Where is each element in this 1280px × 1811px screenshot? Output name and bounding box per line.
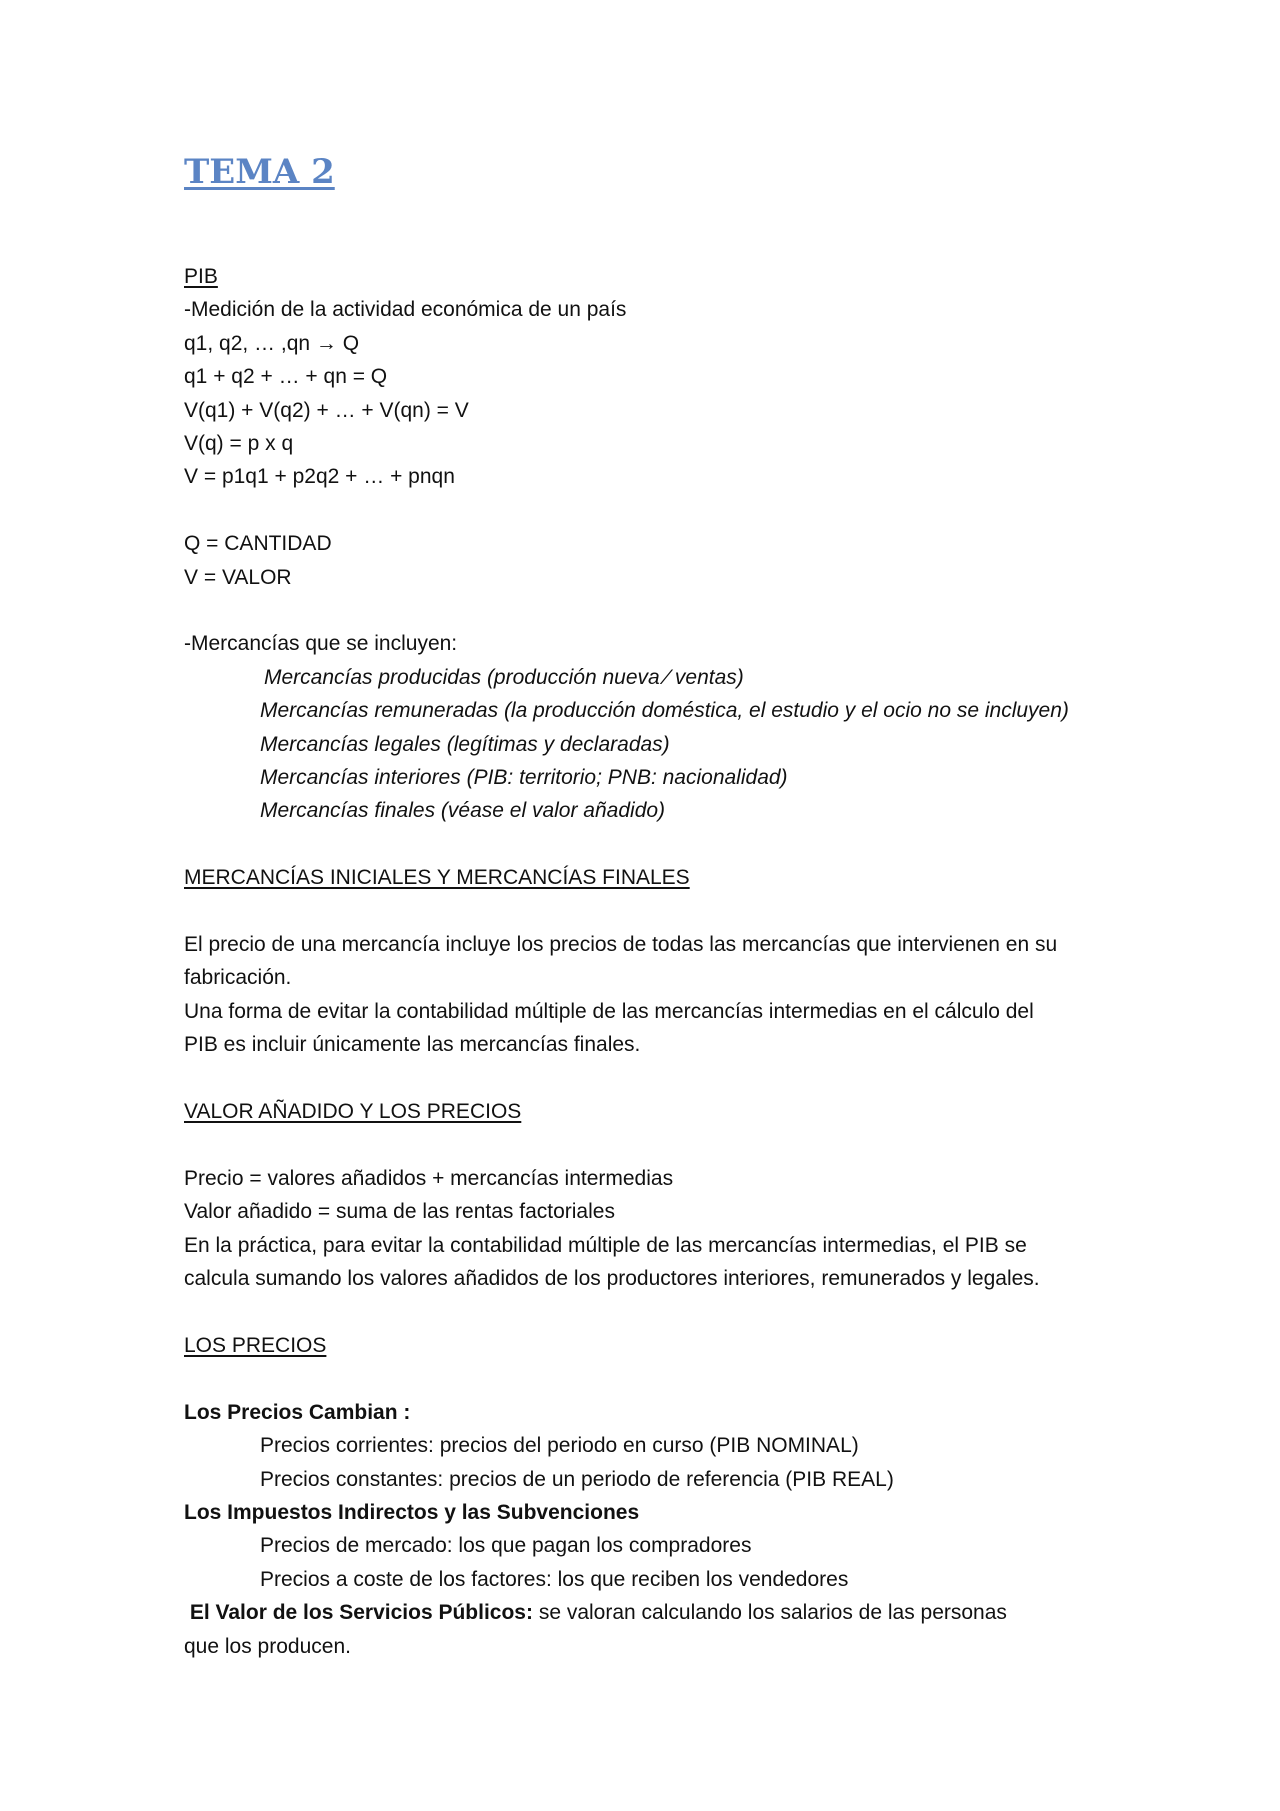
spacer	[184, 1128, 1104, 1161]
included-item: Mercancías remuneradas (la producción doméstica, el estudio y el ocio no se incluyen)	[260, 699, 1069, 723]
public-services-label: El Valor de los Servicios Públicos:	[189, 1601, 533, 1625]
spacer	[184, 895, 1104, 928]
pib-line: V(q1) + V(q2) + … + V(qn) = V	[184, 398, 469, 422]
included-intro: -Mercancías que se incluyen:	[184, 632, 458, 656]
paragraph-line: El precio de una mercancía incluye los precios de todas las mercancías que intervienen en su	[184, 933, 1058, 957]
pib-line: V = p1q1 + p2q2 + … + pnqn	[184, 465, 455, 489]
spacer	[184, 1296, 1104, 1329]
price-item: Precios corrientes: precios del periodo en curso (PIB NOMINAL)	[260, 1434, 859, 1458]
paragraph-line: fabricación.	[184, 966, 292, 990]
section-heading-prices: LOS PRECIOS	[184, 1333, 327, 1357]
included-item: Mercancías producidas (producción nueva ⁄ ventas)	[264, 665, 744, 689]
price-item: Precios a coste de los factores: los que reciben los vendedores	[260, 1567, 849, 1591]
pib-line: -Medición de la actividad económica de un país	[184, 298, 627, 322]
price-item: Precios de mercado: los que pagan los compradores	[260, 1534, 752, 1558]
pib-line: q1 + q2 + … + qn = Q	[184, 365, 388, 389]
paragraph-line: Valor añadido = suma de las rentas factoriales	[184, 1200, 615, 1224]
spacer	[184, 594, 1104, 627]
paragraph-line: Precio = valores añadidos + mercancías intermedias	[184, 1166, 674, 1190]
public-services-line-2: que los producen.	[184, 1634, 351, 1658]
paragraph-line: Una forma de evitar la contabilidad múltiple de las mercancías intermedias en el cálculo del	[184, 999, 1034, 1023]
spacer	[184, 494, 1104, 527]
pib-line: q1, q2, … ,qn → Q	[184, 331, 360, 355]
definition-line: Q = CANTIDAD	[184, 532, 332, 556]
definition-line: V = VALOR	[184, 565, 292, 589]
included-item: Mercancías finales (véase el valor añadido)	[260, 799, 666, 823]
paragraph-line: calcula sumando los valores añadidos de los productores interiores, remunerados y legales.	[184, 1267, 1040, 1291]
pib-line: V(q) = p x q	[184, 432, 294, 456]
section-heading-initial-final: MERCANCÍAS INICIALES Y MERCANCÍAS FINALES	[184, 866, 690, 890]
subheading-prices-change: Los Precios Cambian :	[184, 1400, 411, 1424]
public-services-line	[184, 1596, 1104, 1629]
paragraph-line: PIB es incluir únicamente las mercancías finales.	[184, 1033, 641, 1057]
paragraph-line: En la práctica, para evitar la contabilidad múltiple de las mercancías intermedias, el PIB se	[184, 1233, 1027, 1257]
public-services-text: se valoran calculando los salarios de las personas	[532, 1601, 1007, 1625]
subheading-taxes: Los Impuestos Indirectos y las Subvenciones	[184, 1500, 640, 1524]
pib-heading: PIB	[184, 265, 218, 288]
section-heading-added-value: VALOR AÑADIDO Y LOS PRECIOS	[184, 1100, 522, 1124]
page-title: TEMA 2	[184, 152, 335, 192]
spacer	[184, 1062, 1104, 1095]
spacer	[184, 828, 1104, 861]
included-item: Mercancías interiores (PIB: territorio; PNB: nacionalidad)	[260, 766, 788, 790]
spacer	[184, 1362, 1104, 1395]
document-body	[184, 260, 1104, 1663]
included-item: Mercancías legales (legítimas y declaradas)	[260, 732, 670, 756]
price-item: Precios constantes: precios de un periodo de referencia (PIB REAL)	[260, 1467, 894, 1491]
